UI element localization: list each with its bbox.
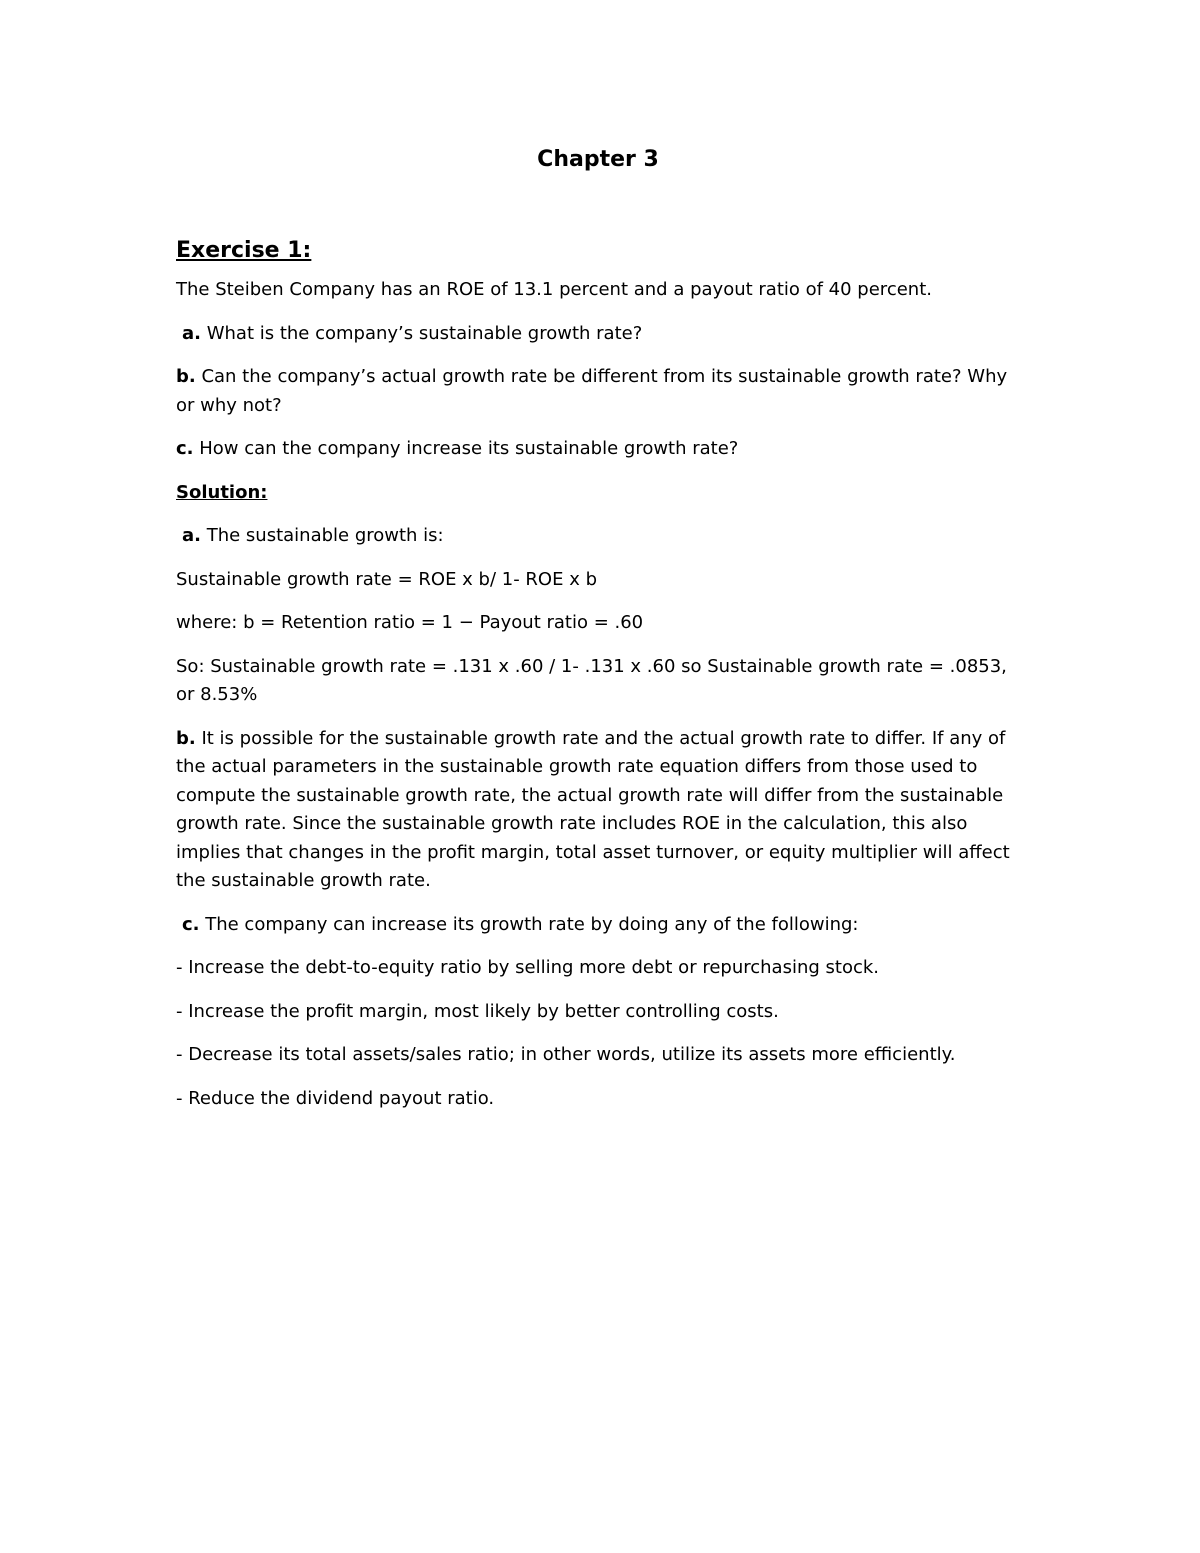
list-item: - Increase the profit margin, most likely by better controlling costs. [176,1000,779,1022]
solution-heading: Solution: [176,481,268,503]
document-page [176,140,1026,1128]
solution-a-intro [176,522,1026,551]
question-b-text: Can the company’s actual growth rate be different from its sustainable growth rate? Why or why not? [176,366,1008,416]
problem-statement: The Steiben Company has an ROE of 13.1 percent and a payout ratio of 40 percent. [176,279,932,300]
solution-c-text: The company can increase its growth rate by doing any of the following: [199,913,859,935]
question-c-text: How can the company increase its sustainable growth rate? [193,438,739,459]
question-a-text: What is the company’s sustainable growth rate? [200,322,643,344]
question-b-label: b. [176,366,196,387]
solution-c-intro [176,911,1026,940]
formula-line: Sustainable growth rate = ROE x b/ 1- ROE x b [176,568,597,590]
question-b [176,363,1026,420]
solution-b [176,725,1026,896]
question-a-label: a. [182,322,201,344]
chapter-title: Chapter 3 [537,147,659,172]
solution-c-label: c. [182,913,200,935]
question-a [176,320,1026,349]
solution-b-label: b. [176,727,196,749]
list-item: - Increase the debt-to-equity ratio by selling more debt or repurchasing stock. [176,957,879,978]
list-item: - Decrease its total assets/sales ratio; in other words, utilize its assets more efficiently. [176,1044,956,1065]
question-c [176,435,1026,464]
solution-a-label: a. [182,525,201,546]
question-c-label: c. [176,438,194,459]
list-item: - Reduce the dividend payout ratio. [176,1087,495,1109]
exercise-heading: Exercise 1: [176,238,312,263]
solution-a-text: The sustainable growth is: [200,525,444,546]
computation-line: So: Sustainable growth rate = .131 x .60 / 1- .131 x .60 so Sustainable growth rate = .0853, or 8.53% [176,655,1007,705]
solution-b-text: It is possible for the sustainable growth rate and the actual growth rate to differ. If any of the actual parameters in the sustainable growth rate equation differs from those used to compute the sustainable growth rate, the actual growth rate will differ from the sustainable growth rate. Since the sustainable growth rate includes ROE in the calculation, this also implies that changes in the profit margin, total asset turnover, or equity multiplier will affect the sustainable growth rate. [176,727,1010,891]
where-line: where: b = Retention ratio = 1 − Payout ratio = .60 [176,612,644,633]
